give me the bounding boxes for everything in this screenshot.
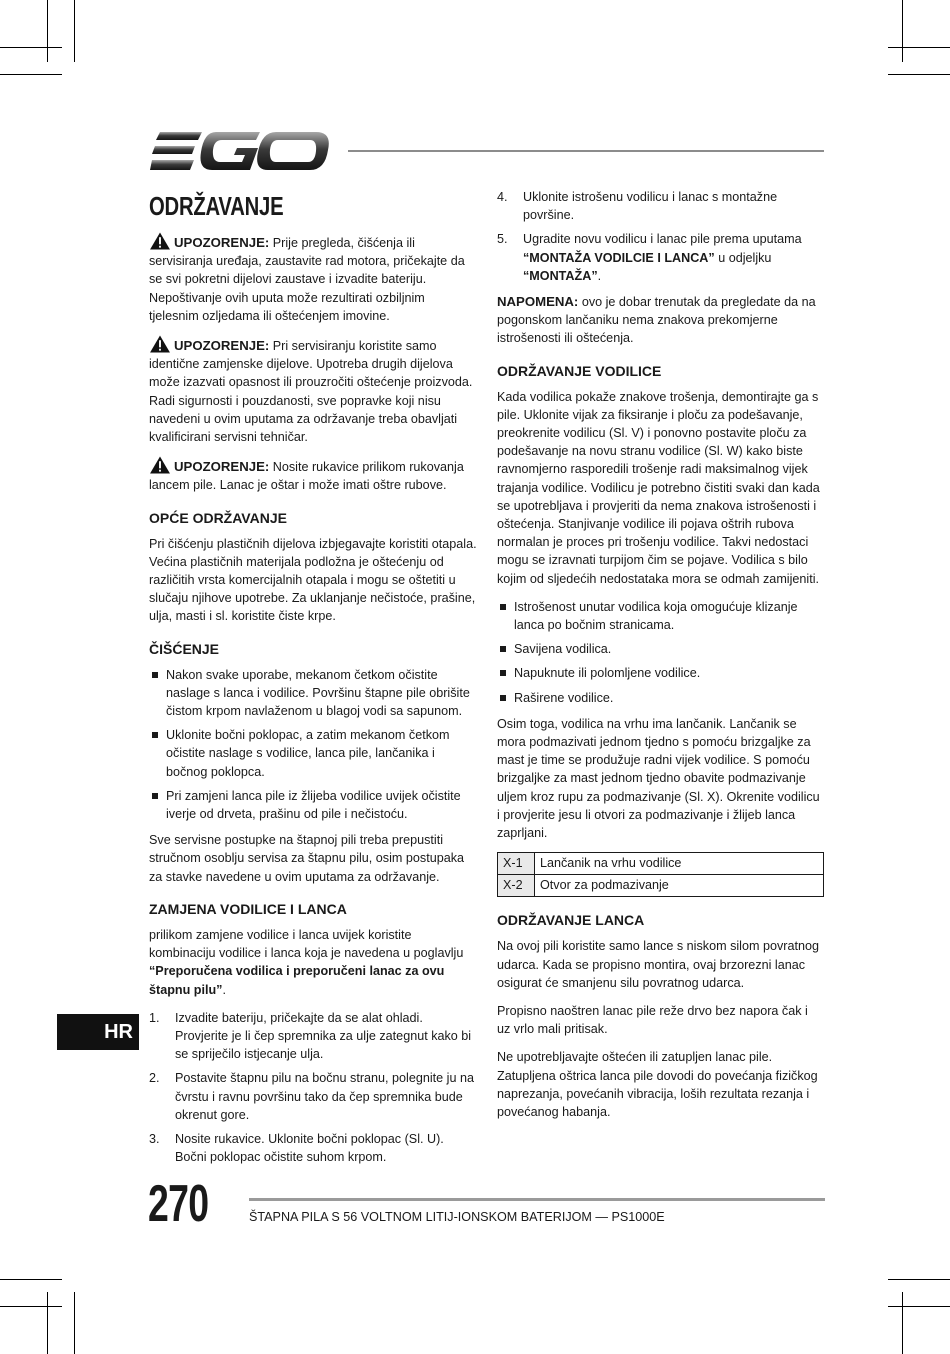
step-number: 5. [497,232,508,247]
step-number: 4. [497,190,508,204]
warning-text: Nosite rukavice prilikom rukovanja lancem pile. Lanac je oštar i može imati oštre rubove. [149,460,464,493]
warning-triangle-icon [149,232,171,250]
chain-text: Na ovoj pili koristite samo lance s niskom silom povratnog udarca. Kada se propisno montira, ovaj brzorezni lanac osigurat će smanjenu silu povratnog udarca. [497,939,819,990]
list-item: Nakon svake uporabe, mekanom četkom očistite naslage s lanca i vodilice. Površinu štapne pile obrišite čistom krpom navlaženom u blagoj vodi sa sapunom. [149,666,477,721]
section-heading-bar: ODRŽAVANJE VODILICE [497,362,662,379]
bar-defects-list [497,598,824,707]
crop-mark [74,0,75,62]
step-item [149,1130,477,1166]
chain-text: Propisno naoštren lanac pile reže drvo bez napora čak i uz vrlo mali pritisak. [497,1003,808,1037]
step-text: Uklonite istrošenu vodilicu i lanac s montažne površine. [523,190,778,223]
step-text: u odjeljku [714,250,772,265]
warning-triangle-icon [149,456,171,474]
part-code: X-2 [498,875,535,897]
table-row [498,875,824,897]
crop-mark [902,1292,903,1354]
svg-text:EGO: EGO [150,130,153,131]
cleaning-list [149,666,477,824]
step-number: 2. [149,1071,160,1086]
section-heading-general: OPĆE ODRŽAVANJE [149,509,287,526]
warning-block [149,456,477,494]
part-code: X-1 [498,853,535,875]
right-column [497,188,824,1131]
bar-after-text: Osim toga, vodilica na vrhu ima lančanik. Lančanik se mora podmazivati jednom tjedno s pomoću brizgaljke za mast je time se produžuje radni vijek vodilice. S pomoću brizgaljke za mast jednom tjedno obavite podmazivanje uljem kroz rupu za podmazivanje (Sl. X). Okrenite vodilicu i provjerite jesu li otvori za podmazivanje i žlijeb lanca zaprljani. [497,716,820,841]
crop-mark [47,1292,48,1354]
crop-mark [888,1306,950,1307]
header-rule [348,150,824,152]
bar-text: Kada vodilica pokaže znakove trošenja, demontirajte ga s pile. Uklonite vijak za fiksiranje i ploču za podešavanje, preokrenite vodilicu (Sl. V) i ponovno postavite ploču za podešavanje na novu stranu vodilice (Sl. W) kako biste ravnomjerno rasporedili trošenje radi maksimalnog vijek trajanja vodilice. Vodilicu je potrebno čistiti svaki dan kada se upotrebljava i provjeriti da nema znakova istrošenosti i oštećenja. Stanjivanje vodilice ili pojava oštrih rubova normalan je proces pri trošenju vodilice. Takvi nedostaci mogu se izravnati turpijom čim se pojave. Vodilica s bilo kojim od sljedećih nedostataka mora se odmah zamijeniti. [497,389,820,586]
part-desc: Lančanik na vrhu vodilice [535,853,824,875]
list-item: Pri zamjeni lanca pile iz žlijeba vodilice uvijek očistite iverje od drveta, prašinu od pile i nečistoću. [149,787,477,823]
crop-mark [888,74,950,75]
step-item [149,1009,477,1064]
warning-label: UPOZORENJE: [174,338,270,354]
replace-intro-reference: “Preporučena vodilica i preporučeni lanac za ovu štapnu pilu” [149,964,445,997]
page-title: ODRŽAVANJE [149,191,284,221]
section-heading-cleaning: ČIŠĆENJE [149,640,220,657]
cleaning-after-text: Sve servisne postupke na štapnoj pili treba prepustiti stručnom osoblju servisa za štapnu pilu, osim postupaka za stavke navedene u ovim uputama za održavanje. [149,833,465,884]
step-text: Izvadite bateriju, pričekajte da se alat ohladi. Provjerite je li čep spremnika za ulje zategnut kako bi se spriječilo istjecanje ulja. [175,1010,472,1062]
step-item [497,188,824,224]
crop-mark [0,47,62,48]
replace-steps [149,1009,477,1167]
step-number: 3. [149,1131,160,1146]
part-desc: Otvor za podmazivanje [535,875,824,897]
warning-block [149,232,477,325]
list-item: Raširene vodilice. [497,689,824,707]
list-item: Istrošenost unutar vodilica koja omogućuje klizanje lanca po bočnim stranicama. [497,598,824,634]
crop-mark [74,1292,75,1354]
step-reference: “MONTAŽA VODILCIE I LANCA” [523,250,715,265]
note-label: NAPOMENA: [497,294,579,310]
replace-steps-continued [497,188,824,285]
warning-text: Prije pregleda, čišćenja ili servisiranja uređaja, zaustavite rad motora, pričekajte da se svi pokretni dijelovi zaustave i izvadite bateriju. Nepoštivanje ovih uputa može rezultirati ozbiljnim tjelesnim ozljedama ili oštećenjem imovine. [149,236,465,323]
step-text: . [597,268,602,283]
chain-text: Ne upotrebljavajte oštećen ili zatupljen lanac pile. Zatupljena oštrica lanca pile dovodi do povećanja fizičkog naprezanja, povećanih vibracija, loših rezultata rezanja i povećanog habanja. [497,1050,818,1119]
left-column [149,190,477,1174]
list-item: Uklonite bočni poklopac, a zatim mekanom četkom očistite naslage s vodilice, lanca pile, lančanika i bočnog poklopca. [149,726,477,781]
note-text: ovo je dobar trenutak da pregledate da na pogonskom lančaniku nema znakova prekomjerne istrošenosti ili oštećenja. [497,295,816,346]
replace-intro-text: prilikom zamjene vodilice i lanca uvijek koristite kombinaciju vodilice i lanca koja je navedena u poglavlju [149,927,464,961]
table-row [498,853,824,875]
language-tab: HR [57,1014,139,1050]
warning-label: UPOZORENJE: [174,459,270,475]
warning-block [149,335,477,446]
step-item [149,1069,477,1124]
parts-table [497,852,824,897]
general-text: Pri čišćenju plastičnih dijelova izbjegavajte koristiti otapala. Većina plastičnih materijala podložna je oštećenju od različitih vrsta komercijalnih otapala i mogu se oštetiti u slučaju njihove upotrebe. Za uklanjanje nečistoće, prašine, ulja, masti i sl. koristite čiste krpe. [149,536,477,624]
step-item [497,230,824,285]
crop-mark [47,0,48,62]
footer-rule [249,1198,825,1201]
crop-mark [888,47,950,48]
step-text: Ugradite novu vodilicu i lanac pile prema uputama [523,232,802,247]
crop-mark [888,1279,950,1280]
ego-logo [150,130,330,172]
warning-triangle-icon [149,335,171,353]
list-item: Savijena vodilica. [497,640,824,658]
page-number: 270 [148,1175,209,1233]
crop-mark [0,1306,62,1307]
note-block [497,293,824,348]
warning-label: UPOZORENJE: [174,235,270,250]
list-item: Napuknute ili polomljene vodilice. [497,664,824,682]
crop-mark [0,74,62,75]
step-text: Postavite štapnu pilu na bočnu stranu, polegnite ju na čvrstu i ravnu površinu tako da čep spremnika bude okrenut gore. [175,1071,474,1122]
section-heading-chain: ODRŽAVANJE LANCA [497,912,645,929]
warning-text: Pri servisiranju koristite samo identične zamjenske dijelove. Upotreba drugih dijelova može izazvati opasnost ili prouzročiti oštećenje proizvoda. Radi sigurnosti i pouzdanosti, sve popravke koji nisu navedeni u ovim uputama za održavanje treba obavljati kvalificirani servisni tehničar. [149,339,473,445]
step-text: Nosite rukavice. Uklonite bočni poklopac (Sl. U). Bočni poklopac očistite suhom krpom. [175,1131,444,1165]
crop-mark [902,0,903,62]
replace-intro-end: . [222,982,226,997]
replace-intro [149,926,477,999]
section-heading-replace: ZAMJENA VODILICE I LANCA [149,900,347,917]
crop-mark [0,1279,62,1280]
step-number: 1. [149,1010,160,1025]
step-reference: “MONTAŽA” [523,268,598,283]
footer-title: ŠTAPNA PILA S 56 VOLTNOM LITIJ-IONSKOM BATERIJOM — PS1000E [249,1210,665,1224]
